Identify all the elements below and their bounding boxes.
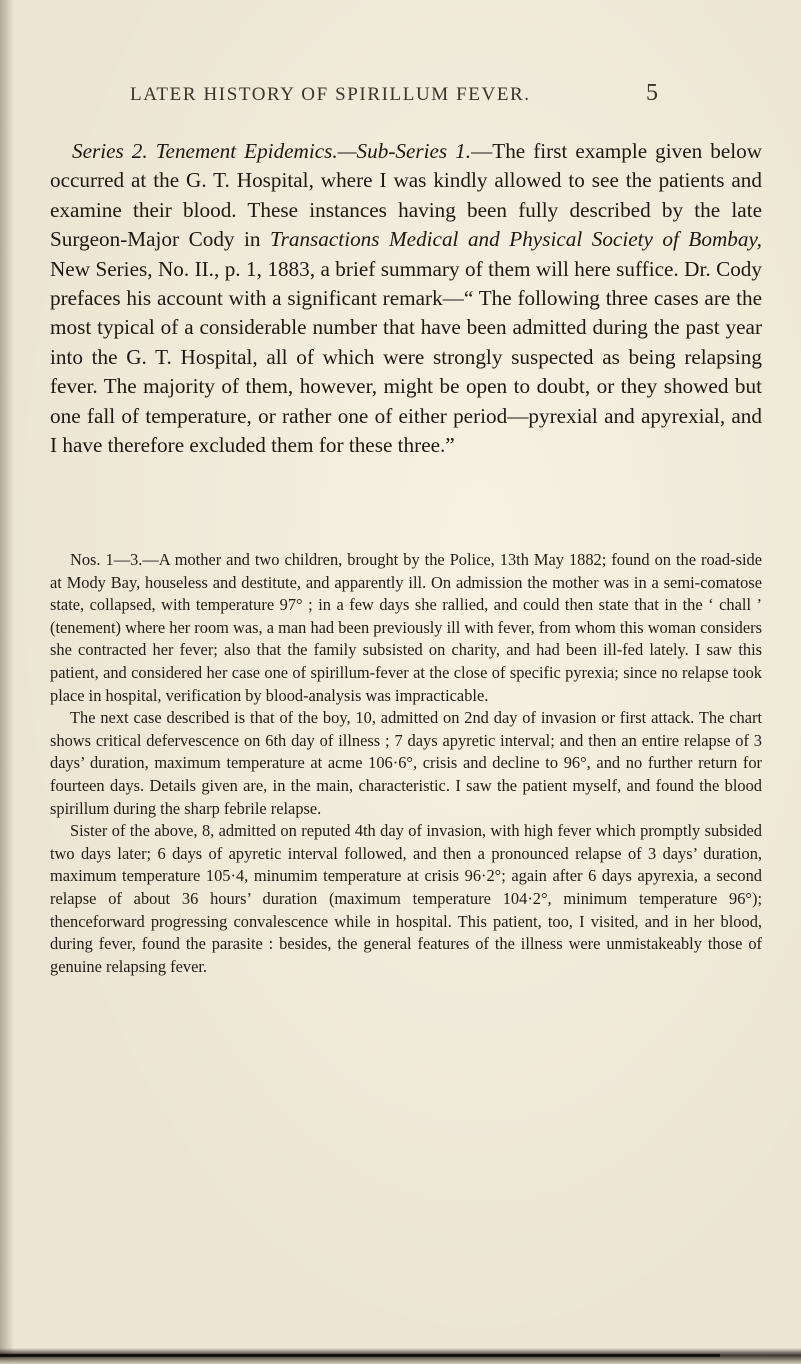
main-paragraph [50, 137, 762, 460]
case-notes [50, 549, 762, 978]
series-label: Series 2. Tenement Epidemics.—Sub-Series 1. [72, 139, 472, 163]
journal-title: Transactions Medical and Physical Society of Bombay, [270, 227, 762, 252]
case-paragraph-sister: Sister of the above, 8, admitted on reputed 4th day of invasion, with high fever which promptly subsided two days later; 6 days of apyretic interval followed, and then a pronounced relapse of 3 days’ duration, maximum temperature 105·4, minumim temperature at crisis 96·2°; again after 6 days apyrexia, a second relapse of about 36 hours’ duration (maximum temperature 104·2°, minimum temperature 96°); thenceforward progressing convalescence while in hospital. This patient, too, I visited, and in her blood, during fever, found the parasite : besides, the general features of the illness were unmistakeably those of genuine relapsing fever. [50, 821, 762, 976]
running-head [0, 80, 801, 120]
page-number: 5 [646, 80, 658, 106]
page-bottom-rule [0, 1354, 720, 1357]
journal-text: New Series, No. II., p. 1, 1883, a brief summary of them will here suffice. Dr. Cody prefaces his account with a significant remark—“ The following three cases are the most typical of a considerable number that have been admitted during the past year into the G. T. Hospital, all of which were strongly suspected as being relapsing fever. The majority of them, however, might be open to doubt, or they showed but one fall of temperature, or rather one of either period—pyrexial and apyrexial, and I have therefore excluded them for these three.” [50, 256, 762, 458]
spine-shadow [0, 0, 14, 1364]
case-paragraph-boy: The next case described is that of the boy, 10, admitted on 2nd day of invasion or first attack. The chart shows critical defervescence on 6th day of illness ; 7 days apyretic interval; and then an entire relapse of 3 days’ duration, maximum temperature at acme 106·6°, crisis and decline to 96°, and no further return for fourteen days. Details given are, in the main, characteristic. I saw the patient myself, and found the blood spirillum during the sharp febrile relapse. [50, 708, 762, 818]
series-text: —The first example given below occurred at the G. T. Hospital, where I was kindly allowed to see the patients and examine their blood. These instances having been fully described by the late Surgeon-Major Cody in [50, 139, 762, 252]
running-title: LATER HISTORY OF SPIRILLUM FEVER. [130, 84, 531, 105]
case-paragraph-mother: Nos. 1—3.—A mother and two children, brought by the Police, 13th May 1882; found on the road-side at Mody Bay, houseless and destitute, and apparently ill. On admission the mother was in a semi-comatose state, collapsed, with temperature 97° ; in a few days she rallied, and could then state that in the ‘ chall ’ (tenement) where her room was, a man had been previously ill with fever, from whom this woman considers she contracted her fever; also that the family subsisted on charity, and had been ill-fed lately. I saw this patient, and considered her case one of spirillum-fever at the close of specific pyrexia; since no relapse took place in hospital, verification by blood-analysis was impracticable. [50, 550, 762, 705]
